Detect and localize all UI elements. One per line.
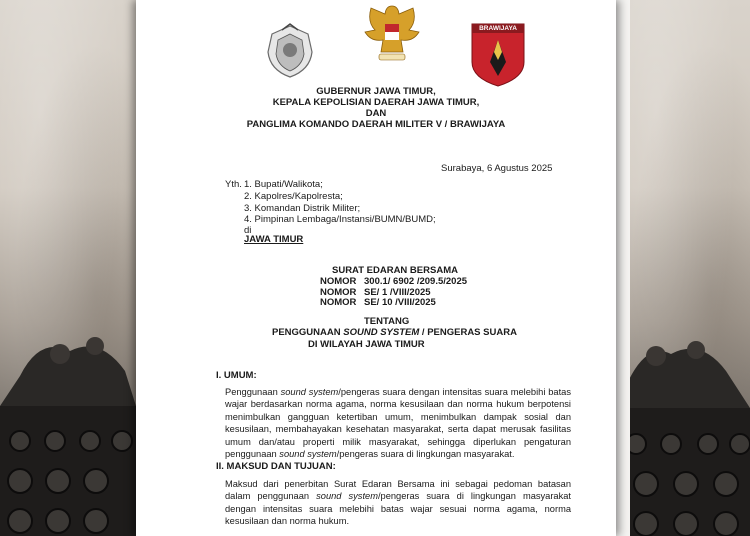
recipient-yth: Yth.: [225, 179, 242, 190]
number-value: 300.1/ 6902 /209.5/2025: [364, 276, 468, 287]
header-line-2: KEPALA KEPOLISIAN DAERAH JAWA TIMUR,: [272, 97, 480, 108]
recipient-di: di: [244, 225, 252, 236]
number-label: NOMOR: [320, 287, 357, 298]
recipient-item: 1. Bupati/Walikota;: [244, 179, 323, 190]
section-1-paragraph: Penggunaan sound system/pengeras suara dengan intensitas suara melebihi batas wajar berdasarkan norma agama, norma kesusilaan dan norma hukum berpotensi menimbulkan gangguan ketertiban umum, menimbulkan dampak sosial dan kesusilaan, membahayakan kesehatan masyarakat, serta dapat merusak fasilitas umum dan/atau properti milik masyarakat, sehingga diperlukan pengaturan penggunaan sound system/pengeras suara di lingkungan masyarakat.: [225, 387, 572, 460]
speaker-stack-image-right: [616, 316, 750, 536]
recipient-item: 4. Pimpinan Lembaga/Instansi/BUMN/BUMD;: [244, 214, 436, 225]
background-photo-left: [0, 0, 136, 536]
section-2-heading: II. MAKSUD DAN TUJUAN:: [216, 461, 336, 472]
subject-line-2: DI WILAYAH JAWA TIMUR: [308, 339, 425, 350]
background-photo-right: [616, 0, 750, 536]
number-value: SE/ 1 /VIII/2025: [364, 287, 431, 298]
paper-edge: [616, 0, 630, 536]
number-label: NOMOR: [320, 276, 357, 287]
polri-emblem-icon: [260, 22, 320, 80]
recipient-item: 3. Komandan Distrik Militer;: [244, 203, 361, 214]
document-title: SURAT EDARAN BERSAMA: [332, 265, 458, 276]
number-label: NOMOR: [320, 297, 357, 308]
document-page: [136, 0, 616, 536]
subject-line-1: PENGGUNAAN SOUND SYSTEM / PENGERAS SUARA: [272, 327, 517, 338]
header-line-3: DAN: [365, 108, 387, 119]
header-line-4: PANGLIMA KOMANDO DAERAH MILITER V / BRAWIJAYA: [246, 119, 506, 130]
brawijaya-emblem-text: BRAWIJAYA: [479, 25, 517, 32]
place-date: Surabaya, 6 Agustus 2025: [441, 163, 553, 174]
garuda-pancasila-emblem-icon: [361, 0, 423, 64]
recipient-location: JAWA TIMUR: [244, 234, 304, 245]
number-value: SE/ 10 /VIII/2025: [364, 297, 436, 308]
header-line-1: GUBERNUR JAWA TIMUR,: [316, 86, 436, 97]
section-1-heading: I. UMUM:: [216, 370, 257, 381]
speaker-stack-image-left: [0, 316, 136, 536]
section-2-paragraph: Maksud dari penerbitan Surat Edaran Bersama ini sebagai pedoman batasan dalam penggunaan sound system/pengeras suara di lingkungan masyarakat dengan intensitas suara melebihi batas wajar sesuai norma agama, norma kesusilaan dan norma hukum.: [225, 479, 571, 527]
recipient-item: 2. Kapolres/Kapolresta;: [244, 191, 343, 202]
subject-tentang: TENTANG: [364, 316, 410, 327]
